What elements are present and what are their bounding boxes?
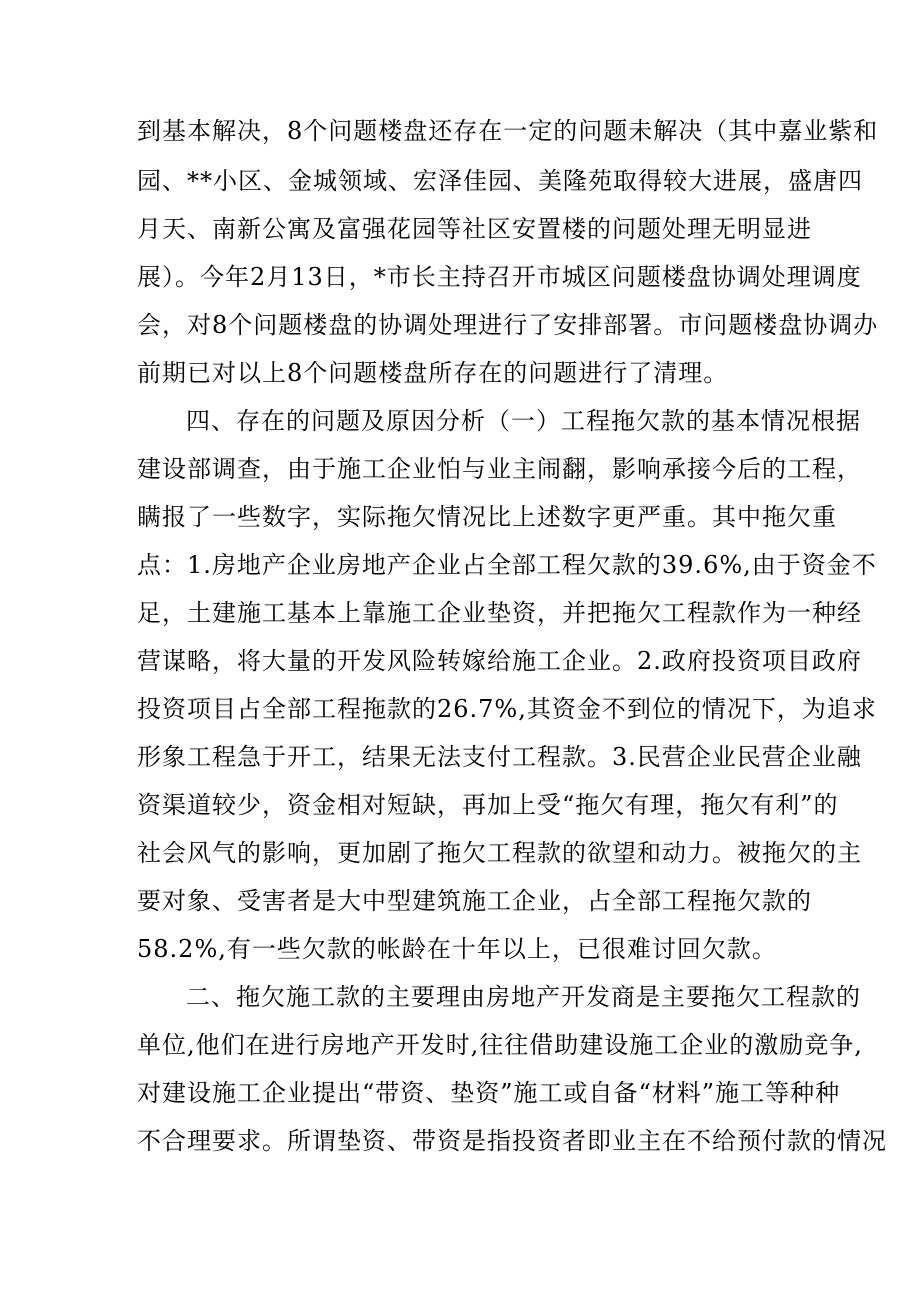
text-line: 展）。今年2月13日，*市长主持召开市城区问题楼盘协调处理调度: [137, 263, 862, 291]
text-line: 建设部调查，由于施工企业怕与业主闹翻，影响承接今后的工程，: [137, 455, 862, 483]
text-line: 会，对8个问题楼盘的协调处理进行了安排部署。市问题楼盘协调办: [137, 311, 879, 339]
text-line: 不合理要求。所谓垫资、带资是指投资者即业主在不给预付款的情况: [137, 1127, 887, 1155]
text-line: 到基本解决，8个问题楼盘还存在一定的问题未解决（其中嘉业紫和: [137, 117, 879, 145]
text-line: 投资项目占全部工程拖款的26.7%,其资金不到位的情况下，为追求: [137, 695, 877, 723]
text-line: 单位,他们在进行房地产开发时,往往借助建设施工企业的激励竞争,: [137, 1031, 863, 1059]
text-line: 58.2%,有一些欠款的帐龄在十年以上，已很难讨回欠款。: [137, 935, 777, 963]
text-line: 点：1.房地产企业房地产企业占全部工程欠款的39.6%,由于资金不: [137, 551, 877, 579]
text-line: 要对象、受害者是大中型建筑施工企业，占全部工程拖欠款的: [137, 887, 812, 915]
text-line: 资渠道较少，资金相对短缺，再加上受“拖欠有理，拖欠有利”的: [137, 791, 839, 819]
text-line: 前期已对以上8个问题楼盘所存在的问题进行了清理。: [137, 359, 729, 387]
text-line: 四、存在的问题及原因分析（一）工程拖欠款的基本情况根据: [186, 407, 861, 435]
text-line: 月天、南新公寓及富强花园等社区安置楼的问题处理无明显进: [137, 215, 812, 243]
text-line: 社会风气的影响，更加剧了拖欠工程款的欲望和动力。被拖欠的主: [137, 839, 862, 867]
text-line: 对建设施工企业提出“带资、垫资”施工或自备“材料”施工等种种: [137, 1079, 841, 1107]
text-line: 瞒报了一些数字，实际拖欠情况比上述数字更严重。其中拖欠重: [137, 503, 837, 531]
text-line: 二、拖欠施工款的主要理由房地产开发商是主要拖欠工程款的: [186, 983, 861, 1011]
text-line: 园、**小区、金城领域、宏泽佳园、美隆苑取得较大进展，盛唐四: [137, 167, 863, 195]
text-line: 形象工程急于开工，结果无法支付工程款。3.民营企业民营企业融: [137, 743, 862, 771]
text-line: 足，土建施工基本上靠施工企业垫资，并把拖欠工程款作为一种经: [137, 599, 862, 627]
text-line: 营谋略，将大量的开发风险转嫁给施工企业。2.政府投资项目政府: [137, 647, 862, 675]
